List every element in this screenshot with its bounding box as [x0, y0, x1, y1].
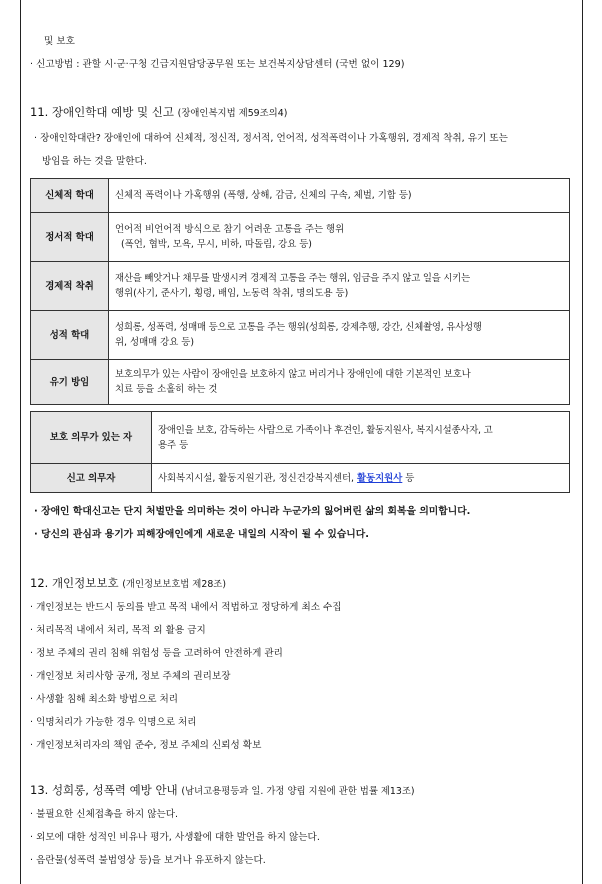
- list-item: · 익명처리가 가능한 경우 익명으로 처리: [30, 717, 197, 728]
- list-item: · 외모에 대한 성적인 비유나 평가, 사생활에 대한 발언을 하지 않는다.: [30, 832, 320, 843]
- list-item: · 사생활 침해 최소화 방법으로 처리: [30, 694, 179, 705]
- report-duty-label: 신고 의무자: [31, 464, 152, 493]
- abuse-types-table: [30, 178, 570, 405]
- abuse-description-line1: 성희롱, 성폭력, 성매매 등으로 고통을 주는 행위(성희롱, 강제추행, 강간, 신체촬영, 유사성행: [115, 322, 482, 333]
- abuse-description-line1: 언어적 비언어적 방식으로 참기 어려운 고통을 주는 행위: [115, 224, 345, 235]
- table-row: [31, 179, 570, 213]
- list-item: · 개인정보처리자의 책임 준수, 정보 주체의 신뢰성 확보: [30, 740, 262, 751]
- report-duty-suffix: 등: [405, 472, 415, 484]
- abuse-description-line2: 위, 성매매 강요 등): [115, 337, 194, 348]
- list-item: · 개인정보는 반드시 동의를 받고 목적 내에서 적법하고 정당하게 최소 수집: [30, 602, 342, 613]
- abuse-description-line1: 신체적 폭력이나 가혹행위 (폭행, 상해, 감금, 신체의 구속, 체벌, 기합 등): [115, 190, 412, 201]
- protection-duty-line1: 장애인을 보호, 감독하는 사람으로 가족이나 후견인, 활동지원사, 복지시설종사자, 고: [158, 424, 493, 436]
- section-13-title: 13. 성희롱, 성폭력 예방 안내: [30, 783, 178, 797]
- section-12-title: 12. 개인정보보호: [30, 576, 119, 590]
- section-12-law: (개인정보보호법 제28조): [122, 579, 226, 590]
- protection-duty-line2: 용주 등: [158, 439, 189, 451]
- protection-duty-description: [152, 412, 570, 464]
- list-item: · 정보 주체의 권리 침해 위험성 등을 고려하여 안전하게 관리: [30, 648, 283, 659]
- list-item: · 불필요한 신체접촉을 하지 않는다.: [30, 809, 179, 820]
- abuse-description-line2: (폭언, 협박, 모욕, 무시, 비하, 따돌림, 강요 등): [121, 239, 312, 250]
- section-13-law: (남녀고용평등과 일. 가정 양립 지원에 관한 법률 제13조): [181, 786, 415, 797]
- section-13-heading: [30, 782, 415, 800]
- table-row: [31, 360, 570, 405]
- abuse-definition-line2: 방임을 하는 것을 말한다.: [42, 156, 147, 167]
- list-item: · 개인정보 처리사항 공개, 정보 주체의 권리보장: [30, 671, 231, 682]
- abuse-description-line1: 보호의무가 있는 사람이 장애인을 보호하지 않고 버리거나 장애인에 대한 기본적인 보호나: [115, 369, 471, 380]
- table-row: [31, 464, 570, 493]
- abuse-label: 정서적 학대: [31, 213, 109, 262]
- abuse-description: [109, 179, 570, 213]
- section-12-heading: [30, 575, 226, 593]
- list-item: · 처리목적 내에서 처리, 목적 외 활용 금지: [30, 625, 206, 636]
- abuse-description-line2: 행위(사기, 준사기, 횡령, 배임, 노동력 착취, 명의도용 등): [115, 288, 349, 299]
- section-11-law: (장애인복지법 제59조의4): [177, 108, 288, 119]
- abuse-description-line2: 치료 등을 소홀히 하는 것: [115, 384, 218, 395]
- abuse-label: 신체적 학대: [31, 179, 109, 213]
- section-11-title: 11. 장애인학대 예방 및 신고: [30, 105, 174, 119]
- abuse-label: 유기 방임: [31, 360, 109, 405]
- abuse-definition-line1: · 장애인학대란? 장애인에 대하여 신체적, 정신적, 정서적, 언어적, 성적폭력이나 가혹행위, 경제적 착취, 유기 또는: [34, 133, 508, 144]
- courage-note: · 당신의 관심과 용기가 피해장애인에게 새로운 내일의 시작이 될 수 있습니다.: [34, 529, 369, 540]
- abuse-report-note: · 장애인 학대신고는 단지 처벌만을 의미하는 것이 아니라 누군가의 잃어버린 삶의 회복을 의미합니다.: [34, 506, 471, 517]
- abuse-label: 성적 학대: [31, 311, 109, 360]
- report-duty-text: 사회복지시설, 활동지원기관, 정신건강복지센터,: [158, 472, 355, 484]
- table-row: [31, 311, 570, 360]
- activity-supporter-link[interactable]: 활동지원사: [357, 472, 403, 484]
- abuse-description: [109, 311, 570, 360]
- report-method: · 신고방법 : 관할 시·군·구청 긴급지원담당공무원 또는 보건복지상담센터 (국번 없이 129): [30, 59, 405, 70]
- abuse-label: 경제적 착취: [31, 262, 109, 311]
- table-row: [31, 412, 570, 464]
- continuation-text: 및 보호: [44, 36, 75, 47]
- duty-table: [30, 411, 570, 493]
- protection-duty-label: 보호 의무가 있는 자: [31, 412, 152, 464]
- section-11-heading: [30, 104, 287, 122]
- list-item: · 음란물(성폭력 불법영상 등)을 보거나 유포하지 않는다.: [30, 855, 266, 866]
- table-row: [31, 213, 570, 262]
- abuse-description: [109, 360, 570, 405]
- abuse-description-line1: 재산을 빼앗거나 채무를 발생시켜 경제적 고통을 주는 행위, 임금을 주지 않고 일을 시키는: [115, 273, 470, 284]
- abuse-description: [109, 213, 570, 262]
- table-row: [31, 262, 570, 311]
- abuse-description: [109, 262, 570, 311]
- report-duty-description: [152, 464, 570, 493]
